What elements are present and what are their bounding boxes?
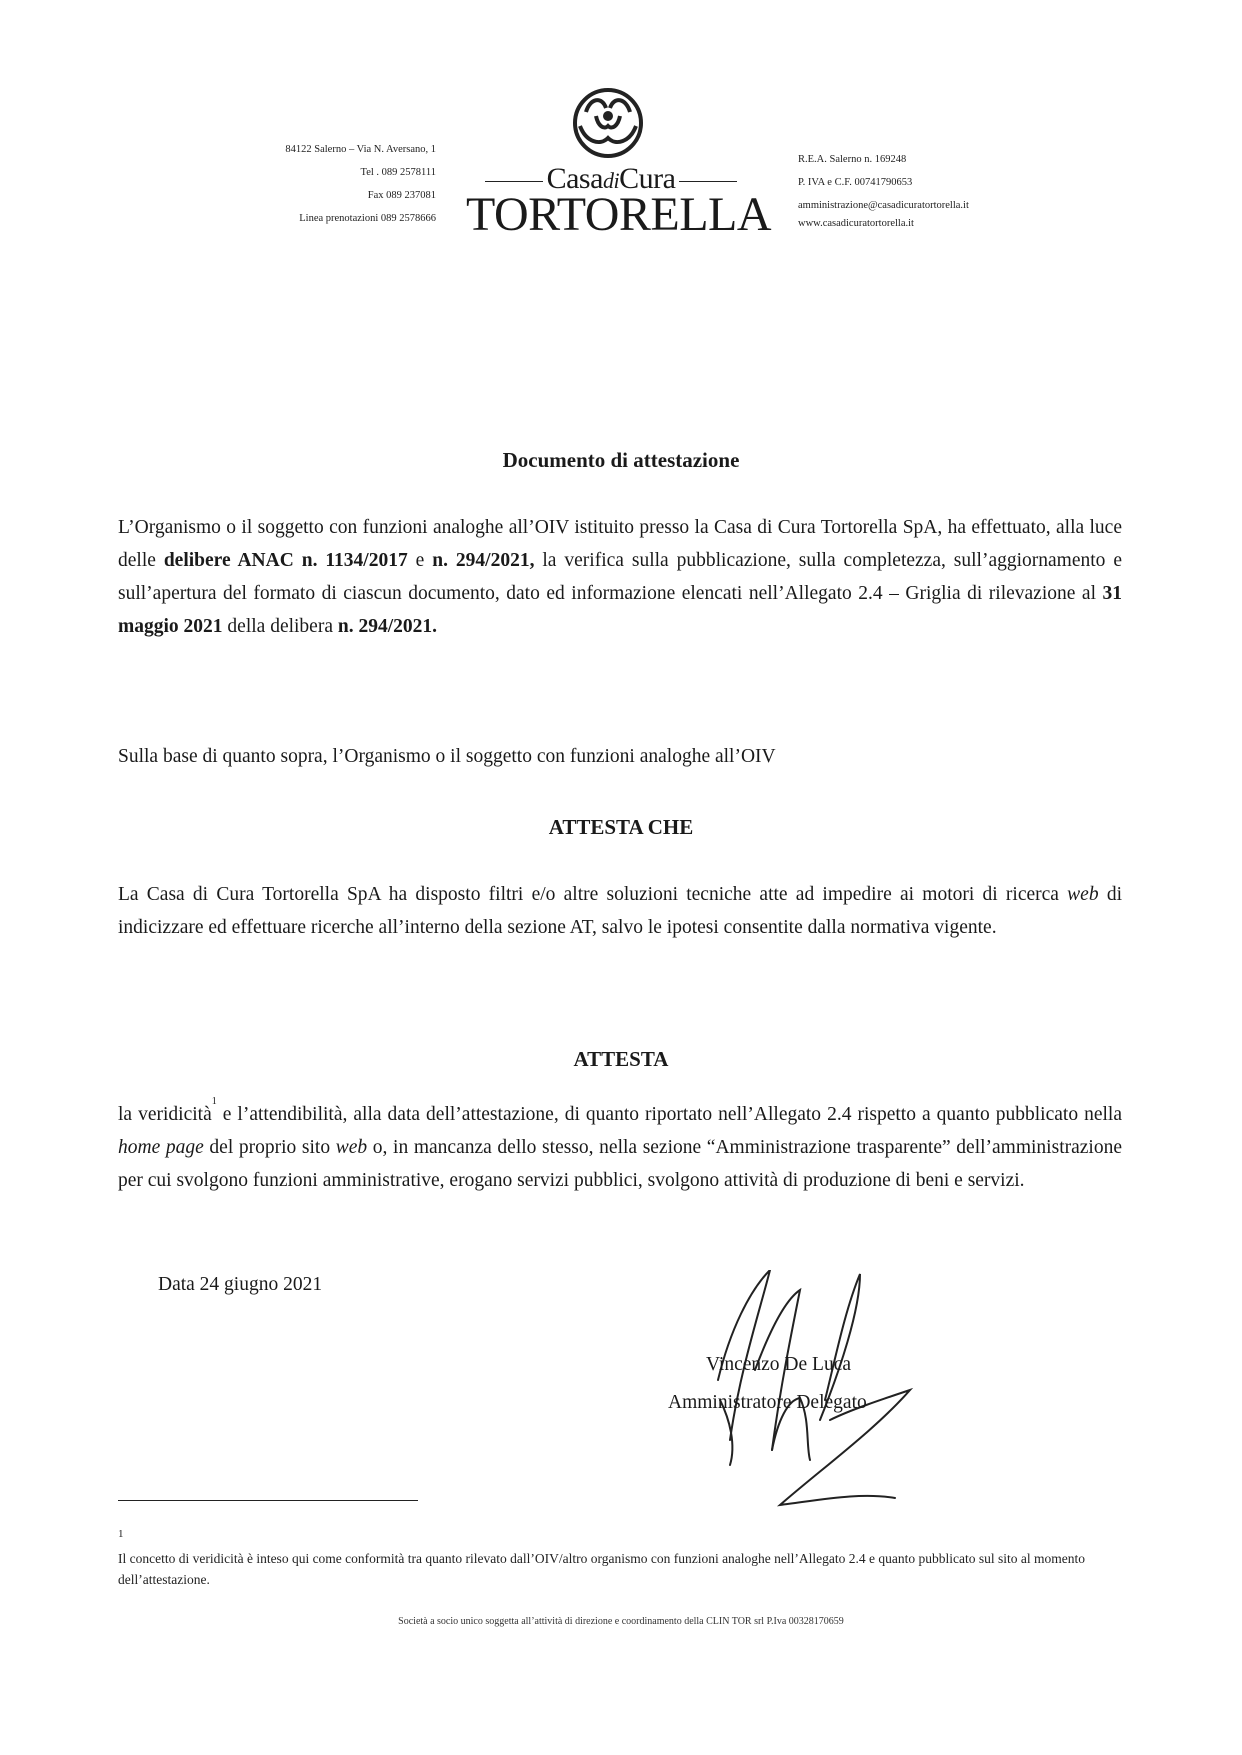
- website-line: www.casadicuratortorella.it: [798, 218, 914, 229]
- rea-line: R.E.A. Salerno n. 169248: [798, 154, 907, 165]
- heading-attesta: ATTESTA: [573, 1047, 669, 1071]
- heading-attesta-che: ATTESTA CHE: [548, 815, 694, 839]
- email-line: amministrazione@casadicuratortorella.it: [798, 200, 969, 211]
- footnote-reference: 1: [211, 1096, 217, 1107]
- document-date: Data 24 giugno 2021: [158, 1274, 323, 1295]
- footnote-text: Il concetto di veridicità è inteso qui come conformità tra quanto rilevato dall’OIV/altro organismo con funzioni analoghe nell’Allegato 2.4 e quanto pubblicato sul sito al momento dell’attestazione.: [118, 1551, 1085, 1587]
- signatory-role: Amministratore Delegato: [668, 1392, 867, 1413]
- address-line: 84122 Salerno – Via N. Aversano, 1: [285, 144, 436, 155]
- clinic-logo: [466, 86, 772, 241]
- paragraph-filters: La Casa di Cura Tortorella SpA ha disposto filtri e/o altre soluzioni tecniche atte ad impedire ai motori di ricerca web di indicizzare ed effettuare ricerche all’interno della sezione AT, salvo le ipotesi consentite dalla normativa vigente.: [118, 884, 1122, 938]
- company-footer: Società a socio unico soggetta all’attività di direzione e coordinamento della CLIN TOR srl P.Iva 00328170659: [398, 1616, 844, 1627]
- signatory-name: Vincenzo De Luca: [706, 1354, 852, 1375]
- booking-line: Linea prenotazioni 089 2578666: [299, 213, 436, 224]
- paragraph-verification: L’Organismo o il soggetto con funzioni analoghe all’OIV istituito presso la Casa di Cura Tortorella SpA, ha effettuato, alla luce delle delibere ANAC n. 1134/2017 e n. 294/2021, la verifica sulla pubblicazione, sulla completezza, sull’aggiornamento e sull’apertura del formato di ciascun documento, dato ed informazione elencati nell’Allegato 2.4 – Griglia di rilevazione al 31 maggio 2021 della delibera n. 294/2021.: [118, 517, 1122, 637]
- letterhead-contacts: [200, 138, 436, 230]
- logo-tortorella: TORTORELLA: [466, 188, 772, 241]
- emblem-icon: [566, 86, 650, 160]
- fax-line: Fax 089 237081: [367, 190, 436, 201]
- document-title: Documento di attestazione: [502, 448, 740, 472]
- letterhead-registry: [798, 148, 1038, 230]
- footnote-number: 1: [118, 1528, 124, 1540]
- paragraph-basis: Sulla base di quanto sopra, l’Organismo o il soggetto con funzioni analoghe all’OIV: [118, 746, 776, 767]
- logo-casa-di-cura: CasadiCura: [466, 162, 756, 198]
- footnote-divider: [118, 1500, 418, 1501]
- phone-line: Tel . 089 2578111: [360, 167, 436, 178]
- vat-line: P. IVA e C.F. 00741790653: [798, 177, 913, 188]
- paragraph-veridicity: la veridicità$^1$ e l’attendibilità, alla data dell’attestazione, di quanto riportato nell’Allegato 2.4 rispetto a quanto pubblicato nella home page del proprio sito web o, in mancanza dello stesso, nella sezione “Amministrazione trasparente” dell’amministrazione per cui svolgono funzioni amministrative, erogano servizi pubblici, svolgono attività di produzione di beni e servizi.: [118, 1096, 1123, 1191]
